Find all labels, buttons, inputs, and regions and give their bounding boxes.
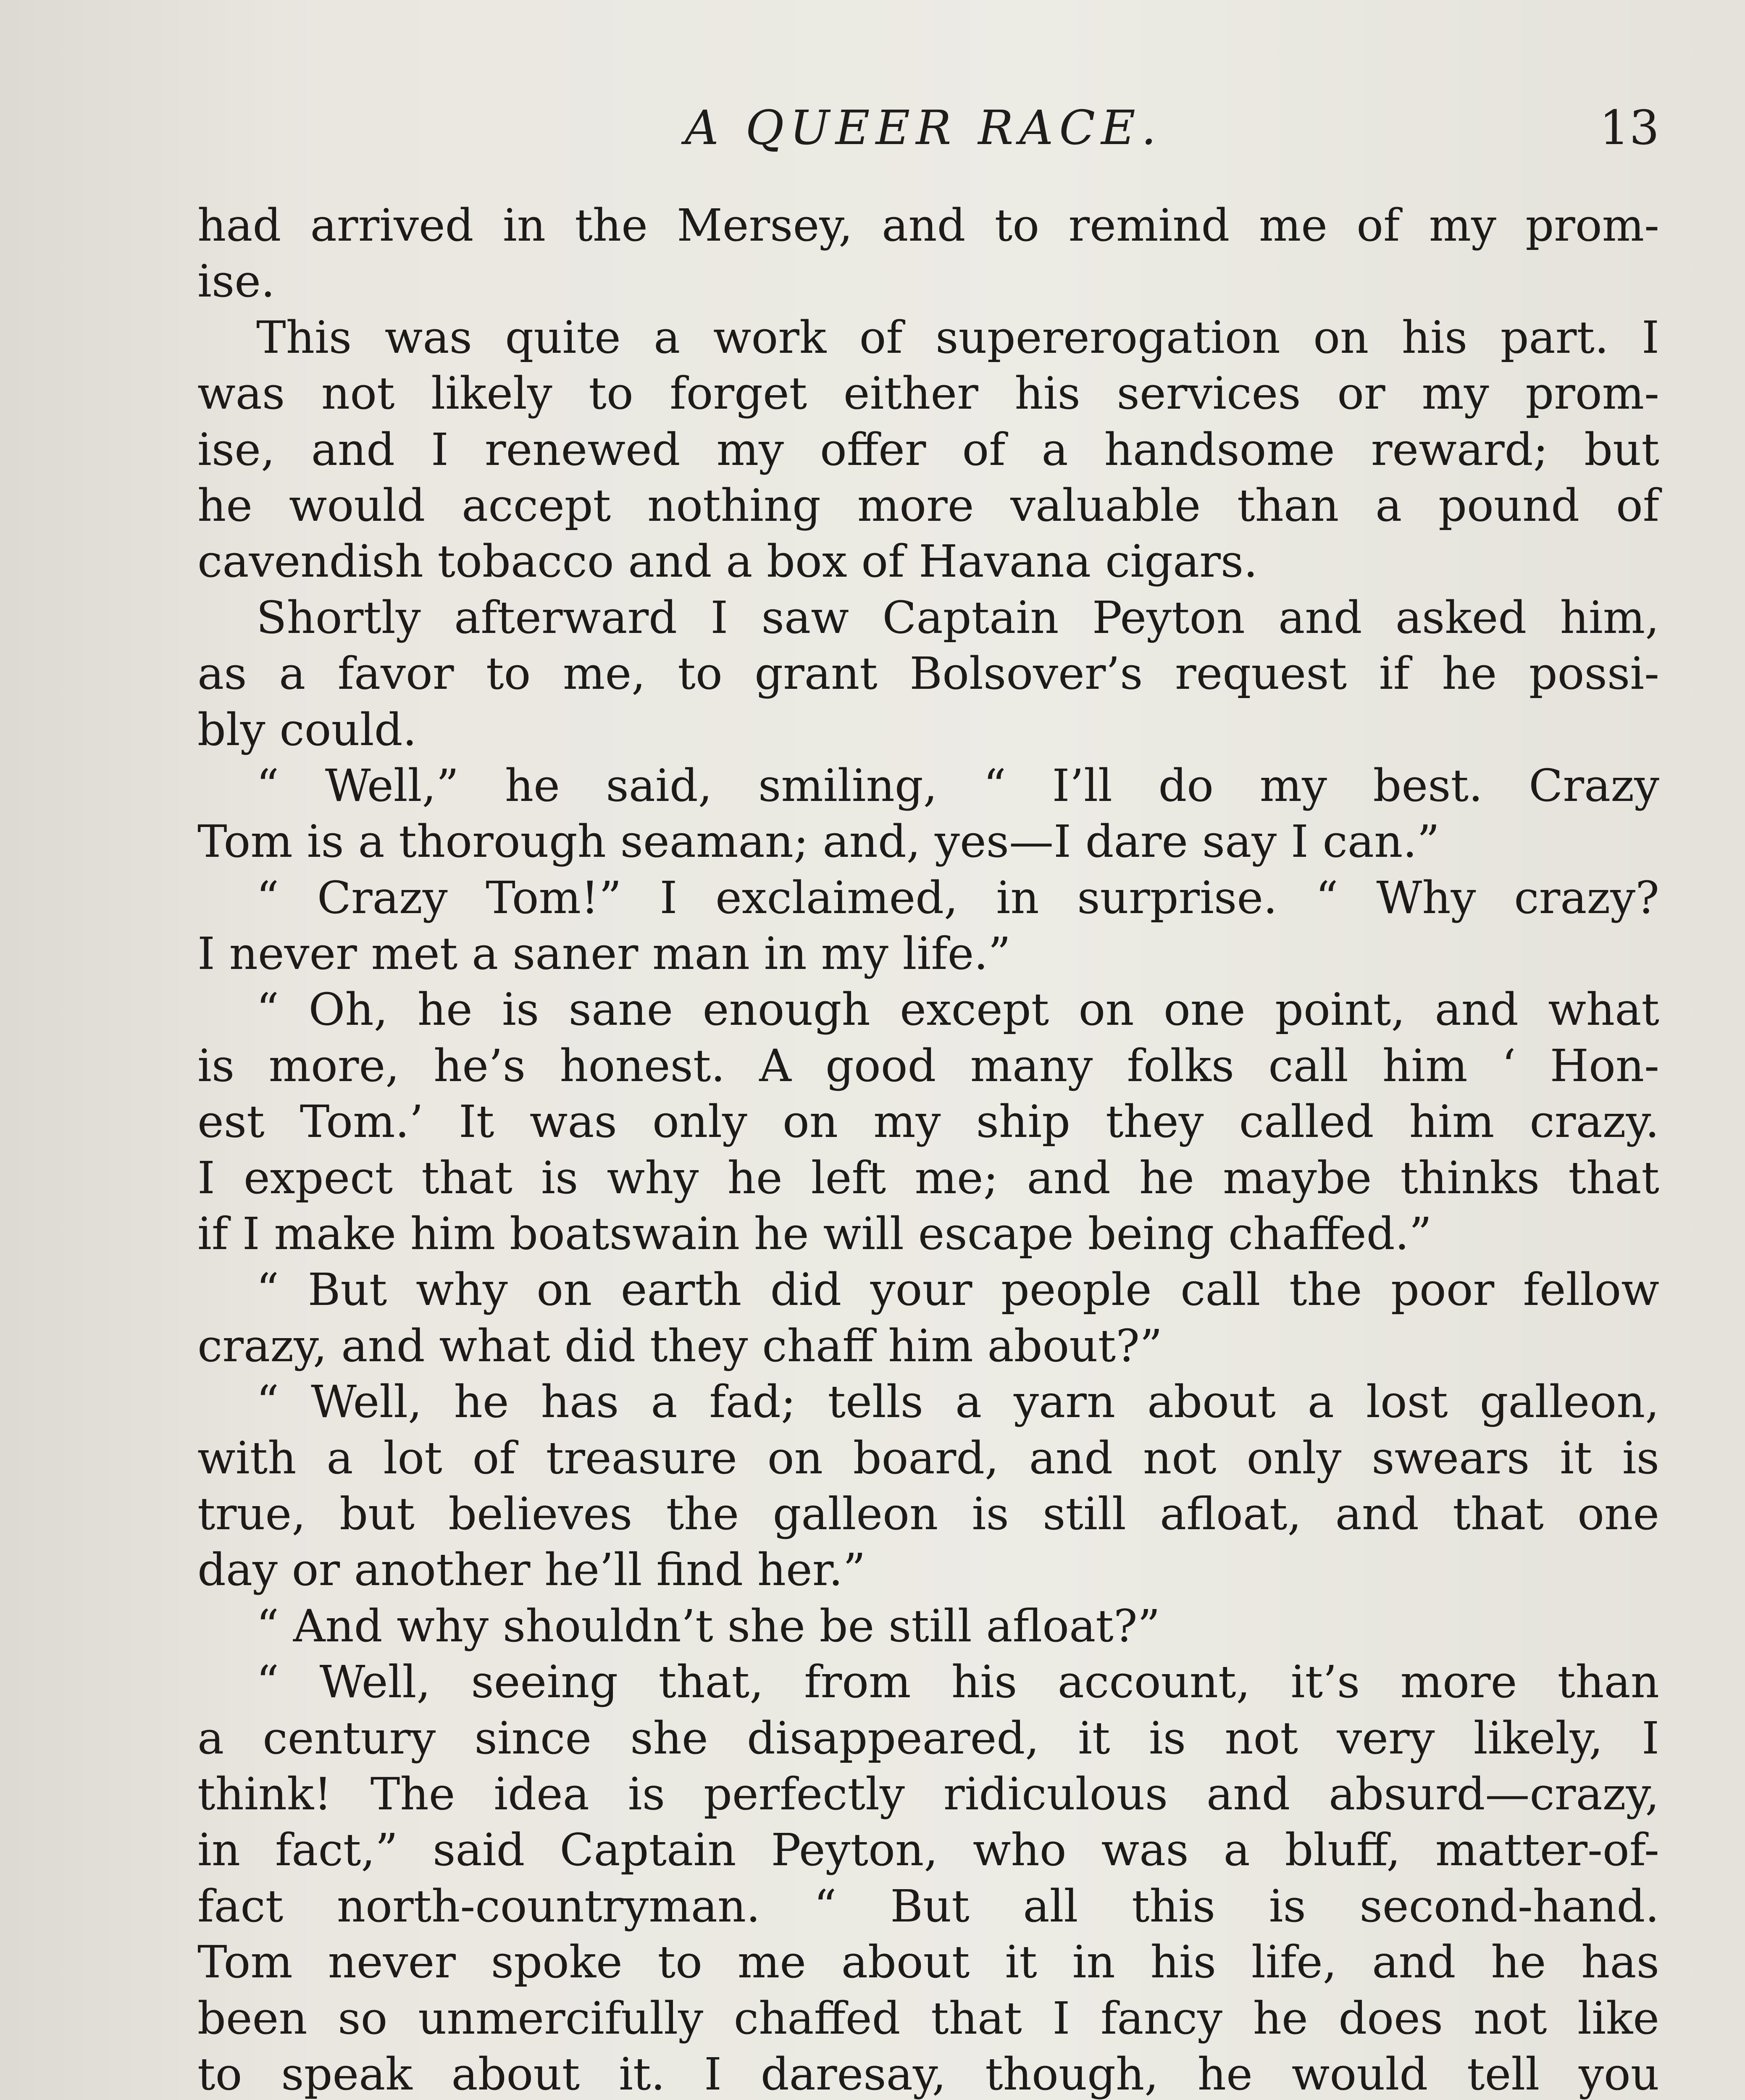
text-line: est Tom.’ It was only on my ship they called him crazy. [197,1096,1659,1148]
text-line: is more, he’s honest. A good many folks call him ‘ Hon- [197,1040,1659,1092]
page-number: 13 [1599,101,1659,155]
text-line: if I make him boatswain he will escape being chaffed.” [197,1208,1432,1260]
text-line: Shortly afterward I saw Captain Peyton and asked him, [256,591,1659,643]
text-line: to speak about it. I daresay, though, he would tell you [197,2048,1659,2100]
text-line: crazy, and what did they chaff him about?” [197,1320,1163,1372]
text-line: “ Crazy Tom!” I exclaimed, in surprise. “ Why crazy? [256,872,1659,924]
text-line: Tom is a thorough seaman; and, yes—I dare say I can.” [197,816,1440,868]
text-line: “ But why on earth did your people call the poor fellow [256,1264,1659,1316]
page-header [202,101,1659,172]
text-line: a century since she disappeared, it is not very likely, I [197,1712,1659,1764]
text-line: been so unmercifully chaffed that I fancy he does not like [197,1992,1659,2044]
text-line: “ Well, he has a fad; tells a yarn about a lost galleon, [256,1376,1659,1428]
text-line: I never met a saner man in my life.” [197,928,1011,980]
text-line: This was quite a work of supererogation on his part. I [256,311,1659,363]
text-line: was not likely to forget either his services or my prom- [197,368,1659,420]
body-text [197,197,1659,2100]
text-line: day or another he’ll find her.” [197,1544,866,1596]
text-line: ise. [197,255,275,307]
text-line: cavendish tobacco and a box of Havana cigars. [197,536,1258,588]
text-line: ise, and I renewed my offer of a handsome reward; but [197,423,1659,475]
text-line: “ Well,” he said, smiling, “ I’ll do my best. Crazy [256,759,1659,811]
text-line: he would accept nothing more valuable than a pound of [197,479,1659,531]
text-line: Tom never spoke to me about it in his life, and he has [197,1936,1659,1988]
text-line: “ Well, seeing that, from his account, it’s more than [256,1656,1659,1708]
text-line: think! The idea is perfectly ridiculous and absurd—crazy, [197,1768,1659,1820]
text-line: as a favor to me, to grant Bolsover’s request if he possi- [197,648,1659,700]
text-line: had arrived in the Mersey, and to remind me of my prom- [197,200,1659,251]
text-line: in fact,” said Captain Peyton, who was a bluff, matter-of- [197,1824,1659,1876]
text-line: true, but believes the galleon is still afloat, and that one [197,1488,1659,1540]
text-line: bly could. [197,704,417,756]
text-line: I expect that is why he left me; and he maybe thinks that [197,1152,1659,1204]
running-title: A QUEER RACE. [685,101,1162,155]
text-line: “ Oh, he is sane enough except on one point, and what [256,984,1659,1036]
text-line: fact north-countryman. “ But all this is second-hand. [197,1880,1659,1932]
text-line: “ And why shouldn’t she be still afloat?” [256,1600,1160,1652]
text-line: with a lot of treasure on board, and not only swears it is [197,1432,1659,1484]
